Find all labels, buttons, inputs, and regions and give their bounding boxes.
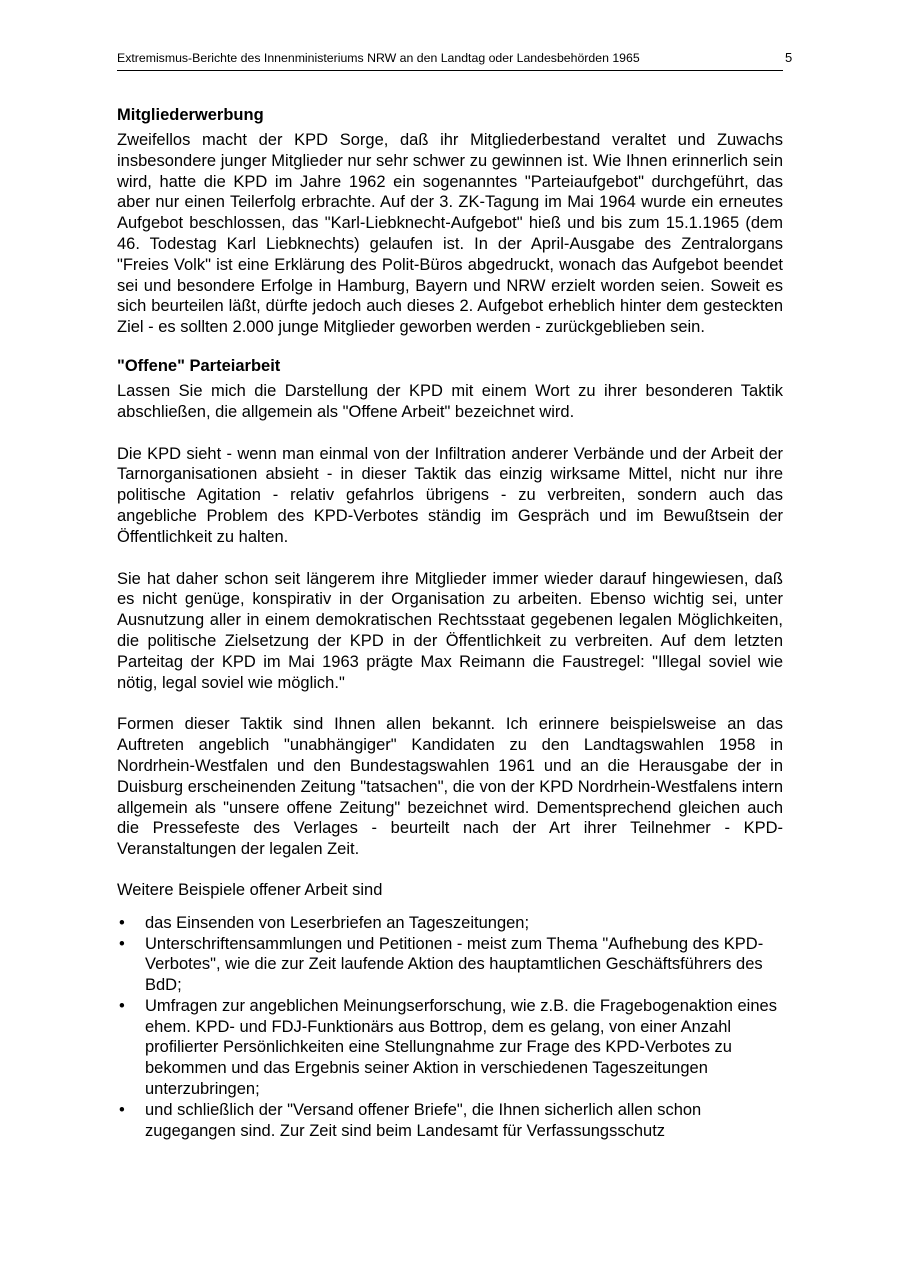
paragraph-mitgliederwerbung: Zweifellos macht der KPD Sorge, daß ihr Mitgliederbestand veraltet und Zuwachs insbesondere junger Mitglieder nur sehr schwer zu gewinnen ist. Wie Ihnen erinnerlich sein wird, hatte die KPD im Jahre 1962 ein sogenanntes "Parteiaufgebot" durchgeführt, das aber nur einen Teilerfolg erbrachte. Auf der 3. ZK-Tagung im Mai 1964 wurde ein erneutes Aufgebot beschlossen, das "Karl-Liebknecht-Aufgebot" hieß und bis zum 15.1.1965 (dem 46. Todestag Karl Liebknechts) gelaufen ist. In der April-Ausgabe des Zentralorgans "Freies Volk" ist eine Erklärung des Polit-Büros abgedruckt, wonach das Aufgebot beendet sei und besondere Erfolge in Hamburg, Bayern und NRW erzielt worden seien. Soweit es sich beurteilen läßt, dürfte jedoch auch dieses 2. Aufgebot erheblich hinter dem gesteckten Ziel - es sollten 2.000 junge Mitglieder geworben werden - zurückgeblieben sein. [117,131,783,337]
running-header [117,50,793,71]
list-item [117,934,783,996]
running-header-title: Extremismus-Berichte des Innenministeriums NRW an den Landtag oder Landesbehörden 1965 [117,51,640,65]
examples-list [117,913,783,1142]
section-heading-mitgliederwerbung: Mitgliederwerbung [117,106,264,124]
document-page [117,50,793,1141]
bullet-marker: • [119,1100,125,1119]
list-item-text: und schließlich der "Versand offener Briefe", die Ihnen sicherlich allen schon zugegangen sind. Zur Zeit sind beim Landesamt für Verfassungsschutz [145,1100,702,1140]
page-number: 5 [785,50,793,65]
section-heading-offene-parteiarbeit: "Offene" Parteiarbeit [117,356,281,375]
list-item [117,913,783,934]
paragraph-kpd-sieht: Die KPD sieht - wenn man einmal von der Infiltration anderer Verbände und der Arbeit der Tarnorganisationen absieht - in dieser Taktik das einzig wirksame Mittel, nicht nur ihre politische Agitation - relativ gefahrlos übrigens - zu verbreiten, sondern auch das angebliche Problem des KPD-Verbotes ständig im Gespräch und im Bewußtsein der Öffentlichkeit zu halten. [117,444,783,546]
bullet-marker: • [119,996,125,1015]
bullet-marker: • [119,913,125,932]
list-item-text: das Einsenden von Leserbriefen an Tageszeitungen; [145,913,530,932]
paragraph-weitere-beispiele: Weitere Beispiele offener Arbeit sind [117,880,383,899]
paragraph-mitglieder-hingewiesen: Sie hat daher schon seit längerem ihre Mitglieder immer wieder darauf hingewiesen, daß es nicht genüge, konspirativ in der Organisation zu arbeiten. Ebenso wichtig sei, unter Ausnutzung aller in einem demokratischen Rechtsstaat gegebenen legalen Möglichkeiten, die politische Zielsetzung der KPD in der Öffentlichkeit zu verbreiten. Auf dem letzten Parteitag der KPD im Mai 1963 prägte Max Reimann die Faustregel: "Illegal soviel wie nötig, legal soviel wie möglich." [117,569,783,692]
list-item [117,996,783,1100]
bullet-marker: • [119,934,125,953]
paragraph-taktik-intro: Lassen Sie mich die Darstellung der KPD mit einem Wort zu ihrer besonderen Taktik abschließen, die allgemein als "Offene Arbeit" bezeichnet wird. [117,381,783,421]
paragraph-formen-taktik: Formen dieser Taktik sind Ihnen allen bekannt. Ich erinnere beispielsweise an das Auftreten angeblich "unabhängiger" Kandidaten zu den Landtagswahlen 1958 in Nordrhein-Westfalen und den Bundestagswahlen 1961 und an die Herausgabe der in Duisburg erscheinenden Zeitung "tatsachen", die von der KPD Nordrhein-Westfalens intern allgemein als "unsere offene Zeitung" bezeichnet wird. Dementsprechend gleichen auch die Pressefeste des Verlages - beurteilt nach der Art ihrer Teilnehmer - KPD-Veranstaltungen der legalen Zeit. [117,715,783,859]
list-item-text: Unterschriftensammlungen und Petitionen - meist zum Thema "Aufhebung des KPD-Verbotes", wie die zur Zeit laufende Aktion des hauptamtlichen Geschäftsführers des BdD; [145,934,764,995]
list-item [117,1100,783,1142]
list-item-text: Umfragen zur angeblichen Meinungserforschung, wie z.B. die Fragebogenaktion eines ehem. KPD- und FDJ-Funktionärs aus Bottrop, dem es gelang, von einer Anzahl profilierter Persönlichkeiten eine Stellungnahme zur Frage des KPD-Verbotes zu bekommen und das Ergebnis seiner Aktion in verschiedenen Tageszeitungen unterzubringen; [145,996,777,1099]
